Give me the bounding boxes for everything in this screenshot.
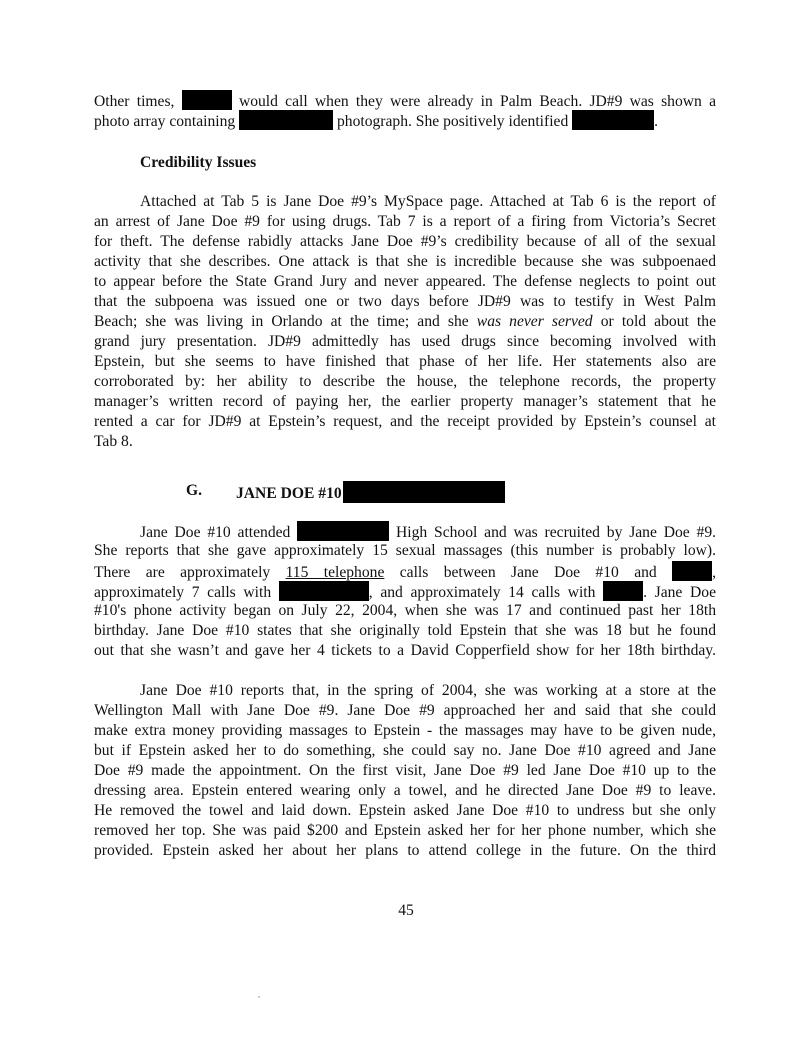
text-line: manager’s written record of paying her, the earlier property manager’s statement that he bbox=[94, 393, 716, 410]
text-line: removed her top. She was paid $200 and Epstein asked her for her phone number, which she bbox=[94, 822, 716, 839]
text-line: She reports that she gave approximately 15 sexual massages (this number is probably low). bbox=[94, 542, 716, 559]
section-heading: Credibility Issues bbox=[140, 154, 257, 171]
text-line: He removed the towel and laid down. Epstein asked Jane Doe #10 to undress but she only bbox=[94, 802, 716, 819]
scan-speck bbox=[258, 996, 260, 998]
text-line: an arrest of Jane Doe #9 for using drugs. Tab 7 is a report of a firing from Victoria’s Secret bbox=[94, 213, 716, 230]
text-line: Attached at Tab 5 is Jane Doe #9’s MySpace page. Attached at Tab 6 is the report of bbox=[140, 193, 716, 210]
text-line: but if Epstein asked her to do something, she could say no. Jane Doe #10 agreed and Jane bbox=[94, 742, 716, 759]
text-fragment: approximately 7 calls with bbox=[94, 584, 272, 601]
text-fragment: High School and was recruited by Jane Doe #9. bbox=[396, 524, 717, 541]
redaction-box bbox=[279, 581, 369, 601]
text-fragment: photograph. She positively identified bbox=[336, 113, 569, 130]
redaction-box bbox=[297, 521, 389, 541]
text-line bbox=[94, 521, 716, 543]
text-line: for theft. The defense rabidly attacks Jane Doe #9’s credibility because of all of the sexual bbox=[94, 233, 716, 250]
section-title-text: JANE DOE #10 bbox=[236, 485, 342, 502]
text-fragment: calls between Jane Doe #10 and bbox=[399, 564, 657, 581]
text-fragment: There are approximately bbox=[94, 564, 271, 581]
text-line bbox=[94, 561, 716, 583]
redaction-box bbox=[672, 561, 712, 581]
text-line: Jane Doe #10 reports that, in the spring of 2004, she was working at a store at the bbox=[140, 682, 716, 699]
section-letter: G. bbox=[186, 482, 203, 499]
text-fragment: would call when they were already in Palm Beach. JD#9 was shown a bbox=[238, 93, 716, 110]
redaction-box bbox=[343, 481, 505, 503]
text-fragment-italic: was never served bbox=[476, 313, 593, 330]
text-fragment-underlined: 115 telephone bbox=[285, 564, 385, 581]
text-line: Doe #9 made the appointment. On the first visit, Jane Doe #9 led Jane Doe #10 up to the bbox=[94, 762, 716, 779]
text-fragment: Other times, bbox=[94, 93, 175, 110]
text-line: corroborated by: her ability to describe the house, the telephone records, the property bbox=[94, 373, 716, 390]
page-number: 45 bbox=[398, 902, 414, 919]
text-line: to appear before the State Grand Jury and never appeared. The defense neglects to point out bbox=[94, 273, 716, 290]
redaction-box bbox=[603, 581, 643, 601]
text-fragment: Beach; she was living in Orlando at the time; and she bbox=[94, 313, 469, 330]
text-line: rented a car for JD#9 at Epstein’s request, and the receipt provided by Epstein’s counsel at bbox=[94, 413, 716, 430]
text-line: activity that she describes. One attack is that she is incredible because she was subpoenaed bbox=[94, 253, 716, 270]
section-title bbox=[236, 481, 505, 504]
text-line: out that she wasn’t and gave her 4 tickets to a David Copperfield show for her 18th birthday. bbox=[94, 642, 716, 659]
redaction-box bbox=[182, 90, 232, 110]
text-line: #10's phone activity began on July 22, 2004, when she was 17 and continued past her 18th bbox=[94, 602, 716, 619]
text-fragment: Jane Doe #10 attended bbox=[140, 524, 291, 541]
text-line: Tab 8. bbox=[94, 433, 133, 450]
text-line bbox=[94, 110, 716, 132]
text-fragment: or told about the bbox=[600, 313, 716, 330]
redaction-box bbox=[572, 110, 654, 130]
text-line: Epstein, but she seems to have finished that phase of her life. Her statements also are bbox=[94, 353, 716, 370]
text-fragment: , bbox=[712, 564, 716, 581]
text-line: Wellington Mall with Jane Doe #9. Jane Doe #9 approached her and said that she could bbox=[94, 702, 716, 719]
text-line: birthday. Jane Doe #10 states that she originally told Epstein that she was 18 but he found bbox=[94, 622, 716, 639]
redaction-box bbox=[239, 110, 333, 130]
text-fragment: , and approximately 14 calls with bbox=[368, 584, 596, 601]
text-line bbox=[94, 581, 716, 603]
text-line: that the subpoena was issued one or two days before JD#9 was to testify in West Palm bbox=[94, 293, 716, 310]
text-fragment: photo array containing bbox=[94, 113, 236, 130]
text-line: dressing area. Epstein entered wearing only a towel, and he directed Jane Doe #9 to leave. bbox=[94, 782, 716, 799]
text-line: grand jury presentation. JD#9 admittedly has used drugs since becoming involved with bbox=[94, 333, 716, 350]
text-line: provided. Epstein asked her about her plans to attend college in the future. On the third bbox=[94, 842, 716, 859]
text-fragment: . Jane Doe bbox=[643, 584, 716, 601]
text-line bbox=[94, 90, 716, 112]
text-fragment: . bbox=[654, 113, 659, 130]
text-line: make extra money providing massages to Epstein - the massages may have to be given nude, bbox=[94, 722, 716, 739]
text-line bbox=[94, 312, 716, 332]
